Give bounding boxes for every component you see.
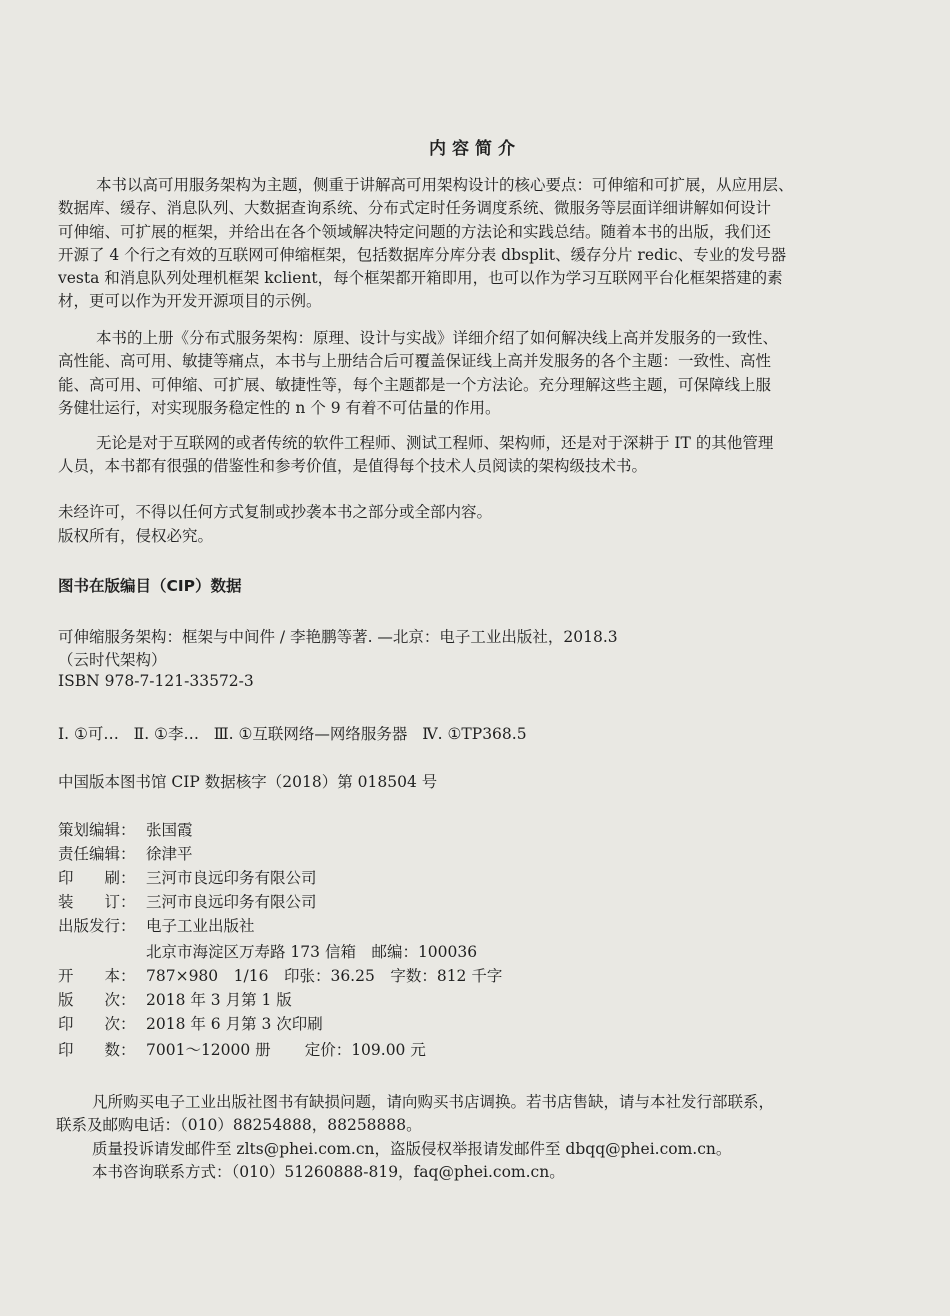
cip-entry: 可伸缩服务架构：框架与中间件 / 李艳鹏等著. —北京：电子工业出版社，2018.3 [58,628,618,646]
field-label: 版 次： [58,991,136,1009]
copyright-notice: 未经许可，不得以任何方式复制或抄袭本书之部分或全部内容。 [58,503,493,521]
rights-reserved: 版权所有，侵权必究。 [58,527,214,545]
publisher-address: 北京市海淀区万寿路 173 信箱 邮编：100036 [146,943,478,961]
cip-heading: 图书在版编目（CIP）数据 [58,577,242,595]
impression-row [58,1012,323,1034]
publisher-row [58,914,255,936]
text-line: vesta 和消息队列处理机框架 kclient，每个框架都开箱即用，也可以作为学习互联网平台化框架搭建的素 [58,269,783,288]
binding-row [58,890,317,912]
text-line: 能、高可用、可伸缩、可扩展、敏捷性等，每个主题都是一个方法论。充分理解这些主题，可保障线上服 [58,375,772,394]
field-value: 徐津平 [146,845,193,863]
field-label: 印 次： [58,1015,136,1033]
isbn: ISBN 978-7-121-33572-3 [58,672,254,690]
field-value: 电子工业出版社 [146,917,255,935]
summary-title: 内容简介 [429,139,521,159]
cip-record-number: 中国版本图书馆 CIP 数据核字（2018）第 018504 号 [58,773,438,791]
field-label: 印 数： [58,1041,136,1059]
text-line: 高性能、高可用、敏捷等痛点，本书与上册结合后可覆盖保证线上高并发服务的各个主题：一致性、高性 [58,352,772,371]
summary-paragraph-1 [58,174,900,314]
field-label: 出版发行： [58,917,136,935]
field-value: 张国霞 [146,821,193,839]
field-value: 2018 年 3 月第 1 版 [146,991,292,1009]
edition-row [58,988,292,1010]
print-run-row [58,1038,426,1060]
field-label: 责任编辑： [58,845,136,863]
notice-line: 本书咨询联系方式：（010）51260888-819，faq@phei.com.cn。 [92,1163,565,1181]
text-line: 开源了 4 个行之有效的互联网可伸缩框架，包括数据库分库分表 dbsplit、缓存分片 redic、专业的发号器 [58,245,787,264]
format-row [58,964,502,986]
price: 定价：109.00 元 [304,1041,426,1059]
summary-paragraph-3 [58,432,900,479]
field-value: 787×980 1/16 印张：36.25 字数：812 千字 [146,967,503,985]
field-value: 7001～12000 册 [146,1041,271,1059]
field-label: 策划编辑： [58,821,136,839]
address-row [58,940,477,962]
text-line: 数据库、缓存、消息队列、大数据查询系统、分布式定时任务调度系统、微服务等层面详细讲解如何设计 [58,199,772,218]
text-line: 人员，本书都有很强的借鉴性和参考价值，是值得每个技术人员阅读的架构级技术书。 [58,457,648,476]
field-label: 装 订： [58,893,136,911]
text-line: 务健壮运行，对实现服务稳定性的 n 个 9 有着不可估量的作用。 [58,398,501,417]
text-line: 无论是对于互联网的或者传统的软件工程师、测试工程师、架构师，还是对于深耕于 IT 的其他管理 [96,434,774,452]
field-value: 2018 年 6 月第 3 次印刷 [146,1015,323,1033]
summary-paragraph-2 [58,327,900,420]
field-value: 三河市良远印务有限公司 [146,869,317,887]
text-line: 本书以高可用服务架构为主题，侧重于讲解高可用架构设计的核心要点：可伸缩和可扩展，从应用层、 [96,176,794,194]
cip-series: （云时代架构） [58,651,167,669]
field-label: 开 本： [58,967,136,985]
planning-editor-row [58,818,193,840]
notice-line: 凡所购买电子工业出版社图书有缺损问题，请向购买书店调换。若书店售缺，请与本社发行部联系， [92,1093,775,1111]
cip-classification: Ⅰ. ①可… Ⅱ. ①李… Ⅲ. ①互联网络—网络服务器 Ⅳ. ①TP368.5 [58,725,527,743]
notice-line: 质量投诉请发邮件至 zlts@phei.com.cn，盗版侵权举报请发邮件至 dbqq@phei.com.cn。 [92,1140,732,1158]
text-line: 可伸缩、可扩展的框架，并给出在各个领域解决特定问题的方法论和实践总结。随着本书的出版，我们还 [58,222,772,241]
text-line: 材，更可以作为开发开源项目的示例。 [58,292,322,311]
text-line: 本书的上册《分布式服务架构：原理、设计与实战》详细介绍了如何解决线上高并发服务的一致性、 [96,329,779,347]
field-label: 印 刷： [58,869,136,887]
responsible-editor-row [58,842,193,864]
field-value: 三河市良远印务有限公司 [146,893,317,911]
printing-row [58,866,317,888]
notice-line: 联系及邮购电话：（010）88254888，88258888。 [56,1116,422,1134]
